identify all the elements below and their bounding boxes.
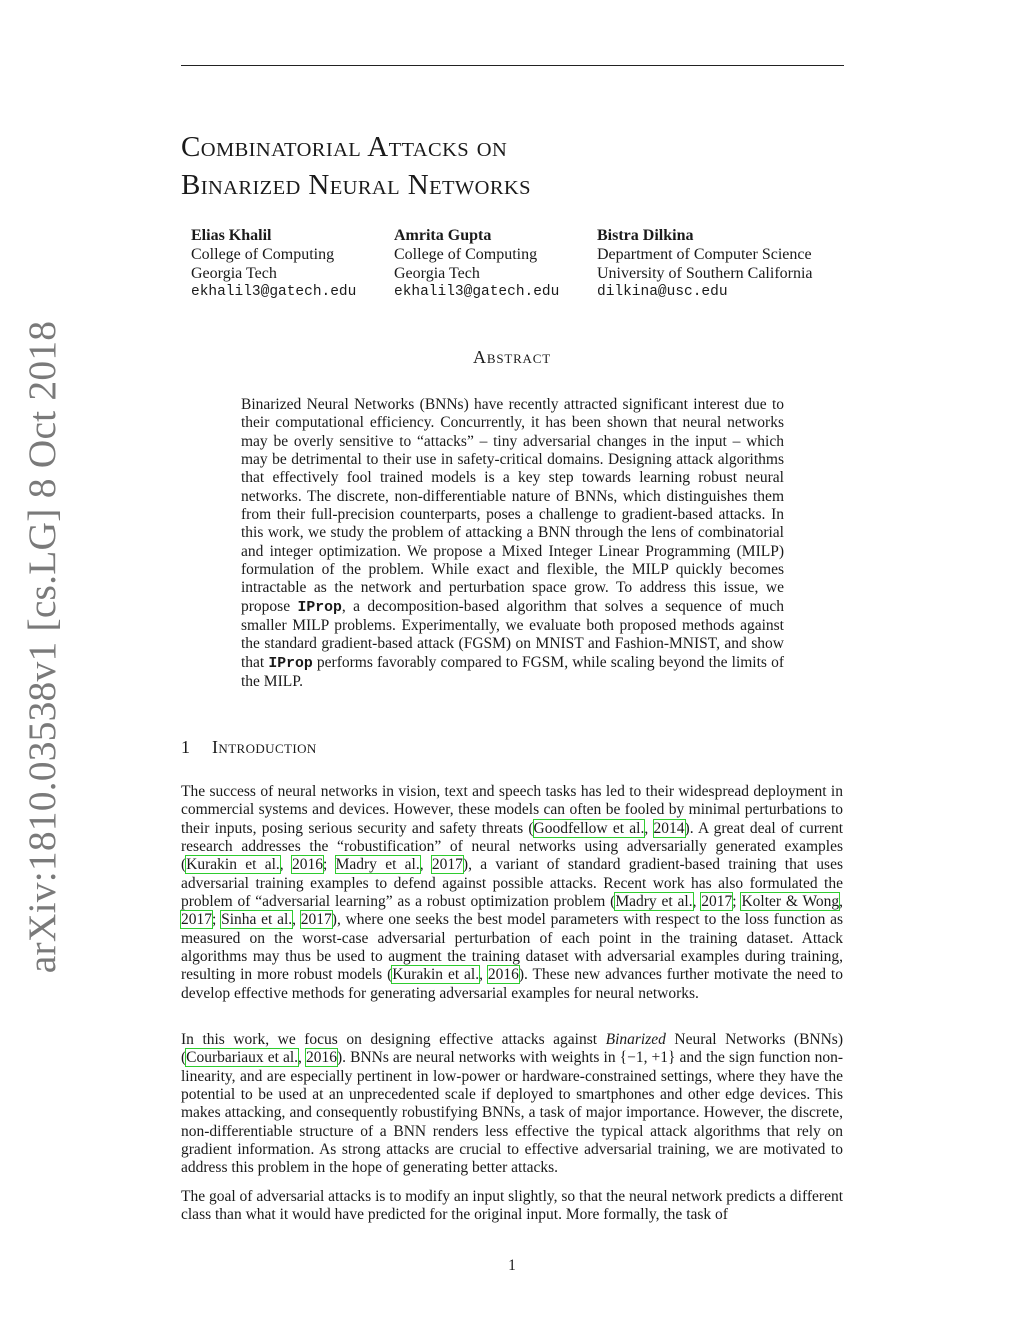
citation-link[interactable]: 2017 [701, 893, 733, 911]
paper-title [181, 130, 531, 206]
method-name: IProp [268, 655, 313, 672]
citation-link[interactable]: Sinha et al. [221, 911, 293, 929]
section-number: 1 [181, 737, 191, 757]
citation-link[interactable]: 2016 [306, 1049, 337, 1067]
author-email[interactable]: ekhalil3@gatech.edu [394, 284, 560, 300]
author-department: Department of Computer Science [597, 246, 812, 263]
author-name: Amrita Gupta [394, 227, 492, 244]
citation-link[interactable]: Madry et al. [615, 893, 693, 911]
abstract-heading: ABSTRACT [473, 347, 551, 367]
method-name: IProp [297, 599, 342, 616]
author-block [191, 226, 356, 302]
paragraph: The goal of adversarial attacks is to modify an input slightly, so that the neural network predicts a different class than what it would have predicted for the original input. More formally, the task of [181, 1188, 844, 1224]
author-name: Bistra Dilkina [597, 227, 694, 244]
section-heading: 1 INTRODUCTION [181, 737, 317, 757]
author-institution: Georgia Tech [394, 265, 480, 282]
citation-link[interactable]: 2016 [487, 966, 519, 984]
paragraph: In this work, we focus on designing effective attacks against Binarized Neural Networks (BNNs) (Courbariaux et al., 2016). BNNs are neural networks with weights in {−1, +1} and the sign function non-linearity, and are especially pertinent in low-power or hardware-constrained settings, where they have the potential to be used at an unprecedented scale if deployed to smartphones and other edge devices. This makes attacking, and consequently robustifying BNNs, a task of major importance. However, the discrete, non-differentiable structure of a BNN renders less effective the typical attack algorithms that rely on gradient information. As strong attacks are crucial to effective adversarial training, we are motivated to address this problem in the hope of generating better attacks. [181, 1031, 844, 1177]
author-department: College of Computing [191, 246, 335, 263]
abstract-body: Binarized Neural Networks (BNNs) have recently attracted significant interest due to their computational efficiency. Concurrently, it has been shown that neural networks may be overly sensitive to “attacks” – tiny adversarial changes in the input – which may be detrimental to their use in safety-critical domains. Designing attack algorithms that effectively fool trained models is a key step towards learning robust neural networks. The discrete, non-differentiable nature of BNNs, which distinguishes them from their full-precision counterparts, poses a challenge to gradient-based attacks. In this work, we study the problem of attacking a BNN through the lens of combinatorial and integer optimization. We propose a Mixed Integer Linear Programming (MILP) formulation of the problem. While exact and flexible, the MILP quickly becomes intractable as the network and perturbation space grow. To address this issue, we propose IProp, a decomposition-based algorithm that solves a sequence of much smaller MILP problems. Experimentally, we evaluate both proposed methods against the standard gradient-based attack (FGSM) on MNIST and Fashion-MNIST, and show that IProp performs favorably compared to FGSM, while scaling beyond the limits of the MILP. [241, 396, 784, 691]
citation-link[interactable]: 2016 [291, 856, 323, 874]
citation-link[interactable]: 2017 [431, 856, 463, 874]
author-block [394, 226, 559, 302]
citation-link[interactable]: 2014 [653, 819, 685, 837]
author-block [597, 226, 813, 302]
title-line-1: COMBINATORIAL ATTACKS ON [181, 131, 508, 163]
paragraph: The success of neural networks in vision, text and speech tasks has led to their widespread deployment in commercial systems and devices. However, these models can often be fooled by minimal perturbations to their inputs, posing serious security and safety threats (Goodfellow et al., 2014). A great deal of current research addresses the “robustification” of neural networks using adversarially generated examples (Kurakin et al., 2016; Madry et al., 2017), a variant of standard gradient-based training that uses adversarial training examples to defend against possible attacks. Recent work has also formulated the problem of “adversarial learning” as a robust optimization problem (Madry et al., 2017; Kolter & Wong, 2017; Sinha et al., 2017), where one seeks the best model parameters with respect to the loss function as measured on the worst-case adversarial perturbation of each point in the training dataset. Attack algorithms may thus be used to augment the training dataset with adversarial examples during training, resulting in more robust models (Kurakin et al., 2016). These new advances further motivate the need to develop effective methods for generating adversarial examples for neural networks. [181, 783, 844, 1002]
arxiv-identifier: arXiv:1810.03538v1 [cs.LG] 8 Oct 2018 [20, 320, 64, 974]
citation-link[interactable]: Kurakin et al. [392, 966, 480, 984]
citation-link[interactable]: Madry et al. [335, 856, 420, 874]
author-email[interactable]: ekhalil3@gatech.edu [191, 284, 357, 300]
author-institution: University of Southern California [597, 265, 813, 282]
citation-link[interactable]: Courbariaux et al. [186, 1049, 299, 1067]
author-institution: Georgia Tech [191, 265, 277, 282]
page-number: 1 [508, 1257, 516, 1274]
citation-link[interactable]: 2017 [300, 911, 332, 929]
citation-link[interactable]: Kolter & Wong [741, 893, 840, 911]
citation-link[interactable]: 2017 [181, 911, 212, 929]
author-name: Elias Khalil [191, 227, 272, 244]
citation-link[interactable]: Goodfellow et al. [533, 819, 645, 837]
citation-link[interactable]: Kurakin et al. [186, 856, 280, 874]
title-line-2: BINARIZED NEURAL NETWORKS [181, 169, 531, 201]
header-rule [181, 65, 844, 66]
author-email[interactable]: dilkina@usc.edu [597, 284, 728, 300]
author-department: College of Computing [394, 246, 538, 263]
